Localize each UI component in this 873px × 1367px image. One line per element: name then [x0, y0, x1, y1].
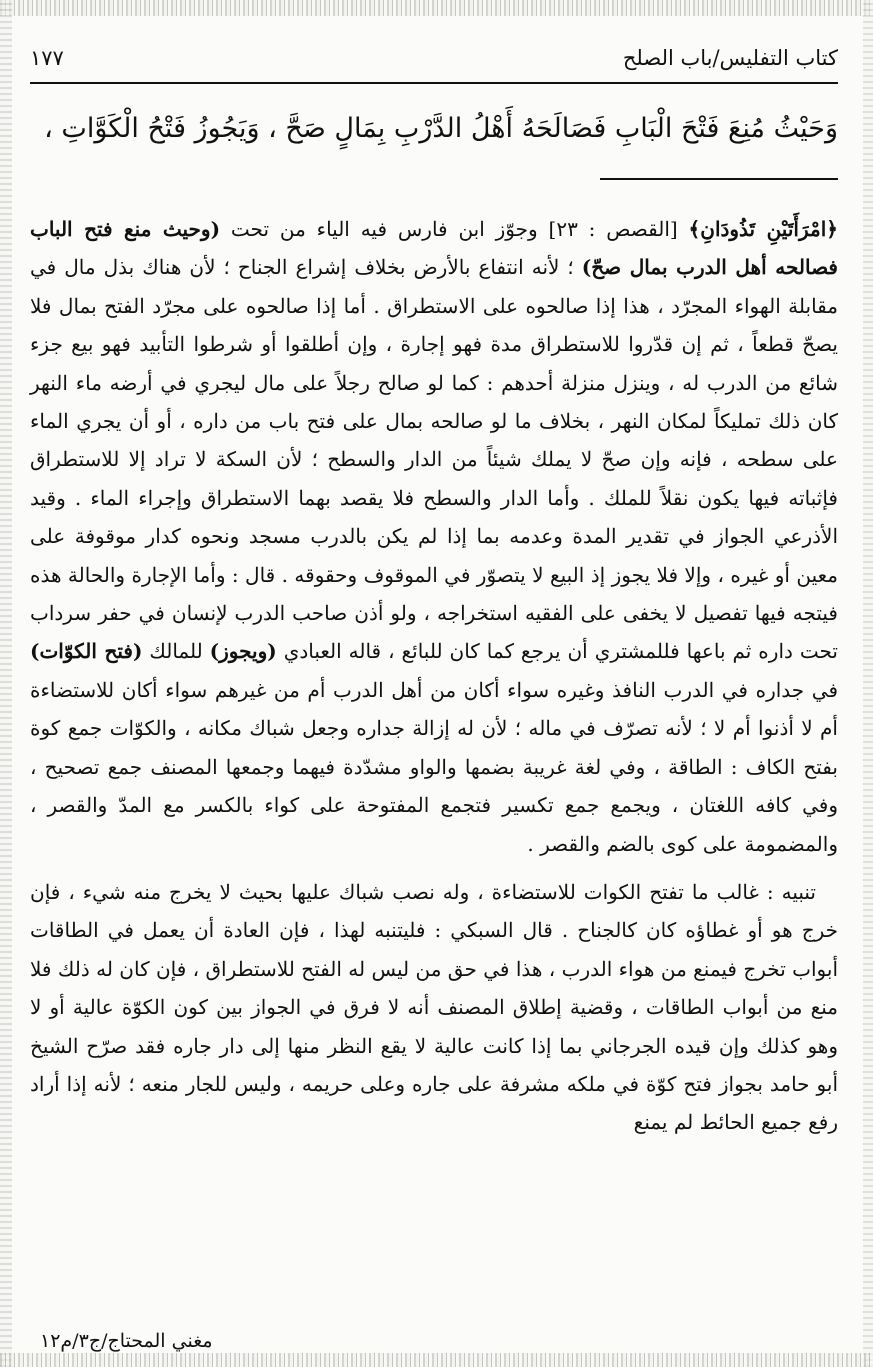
text-run: ؛ لأنه انتفاع بالأرض بخلاف إشراع الجناح ؛ لأن هناك بذل مال في مقابلة الهواء المجرّد ، هذا إذا صالحوه على الاستطراق . أما إذا صالحوه على مجرّد الفتح بمال فلا يصحّ قطعاً ، ثم إن قدّروا للاستطراق مدة فهو إجارة ، وإن أطلقوا أو شرطوا التأبيد فهو بيع جزء شائع من الدرب له ، وينزل منزلة أحدهم : كما لو صالح رجلاً على مال ليجري في أرضه ماء النهر كان ذلك تمليكاً لمكان النهر ، بخلاف ما لو صالحه بمال على فتح باب من داره ، أو أن يجري الماء على سطحه ، فإنه وإن صحّ لا يملك شيئاً من الدار والسطح ؛ لأن السكة لا تراد إلا للاستطراق فإثباته فيها يكون نقلاً للملك . وأما الدار والسطح فلا يقصد بهما الاستطراق وإجراء الماء . وقيد الأذرعي الجواز في تقدير المدة وعدمه بما إذا لم يكن بالدرب مسجد ونحوه كدار موقوفة على معين أو غيره ، وإلا فلا يجوز إذ البيع لا يتصوّر في الموقوف وحقوقه . قال : وأما الإجارة والحالة هذه فيتجه فيها تفصيل لا يخفى على الفقيه استخراجه ، ولو أذن صاحب الدرب لإنسان في حفر سرداب تحت داره ثم باعها فللمشتري أن يرجع كما كان للبائع ، قاله العبادي: [30, 255, 838, 664]
scan-edge-right: [863, 0, 873, 1367]
running-title: كتاب التفليس/باب الصلح: [622, 46, 838, 70]
page-header: [30, 46, 838, 80]
text-run: في جداره في الدرب النافذ وغيره سواء أكان من أهل الدرب أم من غيرهم سواء أكان للاستضاءة أم لا أذنوا أم لا ؛ لأنه تصرّف في ماله ؛ لأن له إزالة جداره وجعل شباك مكانه ، والكوّات جمع كوة بفتح الكاف : الطاقة ، وفي لغة غريبة بضمها والواو مشدّدة فيهما وجمعها المصنف جمع تصحيح ، وفي كافه اللغتان ، ويجمع جمع تكسير فتجمع المفتوحة على كواء بالكسر مع المدّ والقصر ، والمضمومة على كوى بالضم والقصر .: [30, 677, 838, 856]
commentary-paragraph: [30, 210, 838, 863]
text-run: للمالك: [142, 639, 210, 664]
quran-quote: ﴿امْرَأَتَيْنِ تَذُودَانِ﴾: [688, 217, 838, 241]
tanbih-paragraph: تنبيه : غالب ما تفتح الكوات للاستضاءة ، وله نصب شباك عليها بحيث لا يخرج منه شيء ، فإن خرج هو أو غطاؤه كان كالجناح . قال السبكي : فليتنبه لهذا ، فإن العادة أن يعمل في الطاقات أبواب تخرج فيمنع من هواء الدرب ، هذا في حق من ليس له الفتح للاستطراق ، فإن كان له ذلك فلا منع من أبواب الطاقات ، وقضية إطلاق المصنف أنه لا فرق في الجواز بين كون الكوّة عالية أو لا وهو كذلك وإن قيده الجرجاني بما إذا كانت عالية لا يقع النظر منها إلى دار جاره فقد صرّح الشيخ أبو حامد بجواز فتح كوّة في ملكه مشرفة على جاره وعلى حريمه ، وليس للجار منعه ؛ لأنه إذا أراد رفع جميع الحائط لم يمنع: [30, 879, 838, 1135]
matn-quote: (فتح الكوّات): [30, 639, 143, 664]
matn-quote: (ويجوز): [209, 639, 277, 664]
separator-rule: [600, 178, 838, 180]
page-footer: مغني المحتاج/ج٣/م١٢: [40, 1330, 213, 1352]
commentary-body: [30, 210, 838, 1142]
matn-text: وَحَيْثُ مُنِعَ فَتْحَ الْبَابِ فَصَالَحَهُ أَهْلُ الدَّرْبِ بِمَالٍ صَحَّ ، وَيَجُوزُ فَتْحُ الْكَوَّاتِ ،: [44, 113, 838, 144]
header-rule: [30, 82, 838, 84]
text-run: [القصص : ٢٣] وجوّز ابن فارس فيه الياء من تحت: [220, 217, 689, 241]
scan-edge-left: [0, 0, 12, 1367]
matn-quote: (وحيث منع فتح الباب فصالحه أهل الدرب بمال صحّ): [30, 217, 838, 280]
scan-edge-bottom: [0, 1353, 873, 1367]
scan-edge-top: [0, 0, 873, 16]
page-number: ١٧٧: [30, 46, 64, 70]
